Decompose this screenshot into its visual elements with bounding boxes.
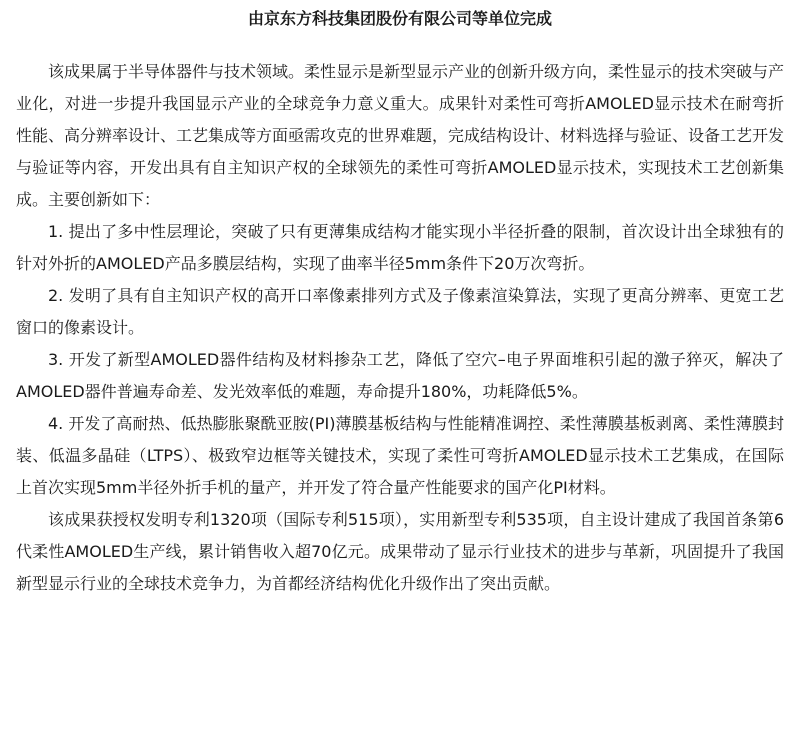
intro-paragraph: 该成果属于半导体器件与技术领域。柔性显示是新型显示产业的创新升级方向，柔性显示的技术突破与产业化，对进一步提升我国显示产业的全球竞争力意义重大。成果针对柔性可弯折AMOLED显示技术在耐弯折性能、高分辨率设计、工艺集成等方面亟需攻克的世界难题，完成结构设计、材料选择与验证、设备工艺开发与验证等内容，开发出具有自主知识产权的全球领先的柔性可弯折AMOLED显示技术，实现技术工艺创新集成。主要创新如下： bbox=[16, 62, 785, 209]
document-title: 由京东方科技集团股份有限公司等单位完成 bbox=[247, 9, 552, 28]
innovation-item-1: 1. 提出了多中性层理论，突破了只有更薄集成结构才能实现小半径折叠的限制，首次设计出全球独有的针对外折的AMOLED产品多膜层结构，实现了曲率半径5mm条件下20万次弯折。 bbox=[16, 222, 784, 273]
innovation-item-2: 2. 发明了具有自主知识产权的高开口率像素排列方式及子像素渲染算法，实现了更高分辨率、更宽工艺窗口的像素设计。 bbox=[16, 286, 784, 337]
innovation-item-3: 3. 开发了新型AMOLED器件结构及材料掺杂工艺，降低了空穴–电子界面堆积引起的激子猝灭，解决了AMOLED器件普遍寿命差、发光效率低的难题，寿命提升180%，功耗降低5%。 bbox=[16, 350, 784, 401]
innovation-item-4: 4. 开发了高耐热、低热膨胀聚酰亚胺(PI)薄膜基板结构与性能精准调控、柔性薄膜基板剥离、柔性薄膜封装、低温多晶硅（LTPS）、极致窄边框等关键技术，实现了柔性可弯折AMOLED显示技术工艺集成，在国际上首次实现5mm半径外折手机的量产，并开发了符合量产性能要求的国产化PI材料。 bbox=[16, 414, 784, 497]
conclusion-paragraph: 该成果获授权发明专利1320项（国际专利515项），实用新型专利535项，自主设计建成了我国首条第6代柔性AMOLED生产线，累计销售收入超70亿元。成果带动了显示行业技术的进步与革新，巩固提升了我国新型显示行业的全球技术竞争力，为首都经济结构优化升级作出了突出贡献。 bbox=[16, 510, 784, 593]
